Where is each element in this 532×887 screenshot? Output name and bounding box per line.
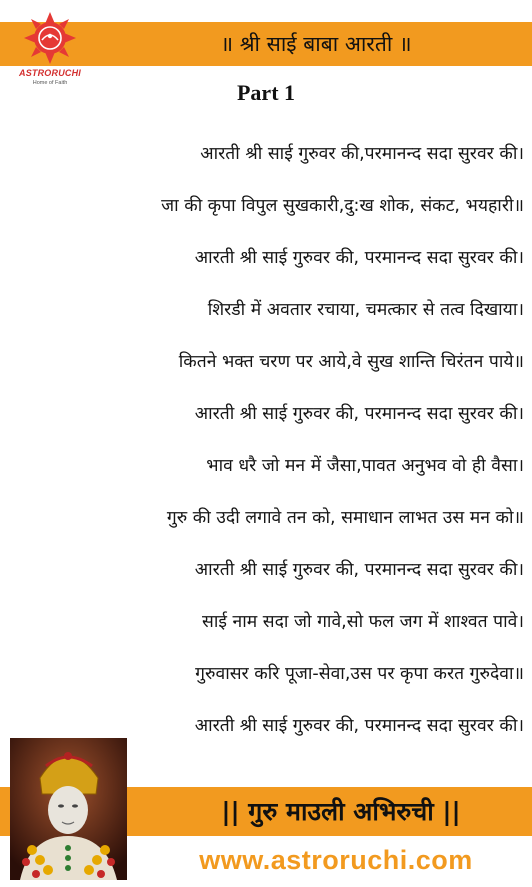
aarti-verses bbox=[0, 128, 524, 752]
verse-line: आरती श्री साई गुरुवर की, परमानन्द सदा सुरवर की। bbox=[194, 404, 524, 424]
astroruchi-logo bbox=[14, 10, 86, 84]
website-link[interactable]: www.astroruchi.com bbox=[199, 845, 473, 875]
page-title: ॥ श्री साई बाबा आरती ॥ bbox=[220, 32, 412, 56]
verse-line: गुरु की उदी लगावे तन को, समाधान लाभत उस मन को॥ bbox=[166, 508, 524, 528]
verse-line: शिरडी में अवतार रचाया, चमत्कार से तत्व दिखाया। bbox=[207, 300, 524, 320]
verse-line: कितने भक्त चरण पर आये,वे सुख शान्ति चिरंतन पाये॥ bbox=[178, 352, 524, 372]
footer-slogan: || गुरु माउली अभिरुची || bbox=[221, 797, 461, 826]
verse-line: आरती श्री साई गुरुवर की, परमानन्द सदा सुरवर की। bbox=[194, 248, 524, 268]
sai-baba-portrait bbox=[10, 738, 127, 880]
verse-line: जा की कृपा विपुल सुखकारी,दु:ख शोक, संकट, भयहारी॥ bbox=[161, 196, 524, 216]
verse-line: गुरुवासर करि पूजा-सेवा,उस पर कृपा करत गुरुदेवा॥ bbox=[195, 664, 524, 684]
verse-line: भाव धरै जो मन में जैसा,पावत अनुभव वो ही वैसा। bbox=[206, 456, 524, 476]
verse-line: आरती श्री साई गुरुवर की, परमानन्द सदा सुरवर की। bbox=[194, 560, 524, 580]
verse-line: साई नाम सदा जो गावे,सो फल जग में शाश्वत पावे। bbox=[201, 612, 524, 632]
verse-line: आरती श्री साई गुरुवर की, परमानन्द सदा सुरवर की। bbox=[194, 716, 524, 736]
logo-tagline: Home of Faith bbox=[32, 80, 68, 86]
part-heading: Part 1 bbox=[236, 80, 296, 105]
verse-line: आरती श्री साई गुरुवर की,परमानन्द सदा सुरवर की। bbox=[200, 144, 524, 164]
logo-name: ASTRORUCHI bbox=[19, 68, 81, 78]
lotus-logo-icon bbox=[22, 10, 78, 66]
portrait-image-icon bbox=[10, 738, 127, 880]
